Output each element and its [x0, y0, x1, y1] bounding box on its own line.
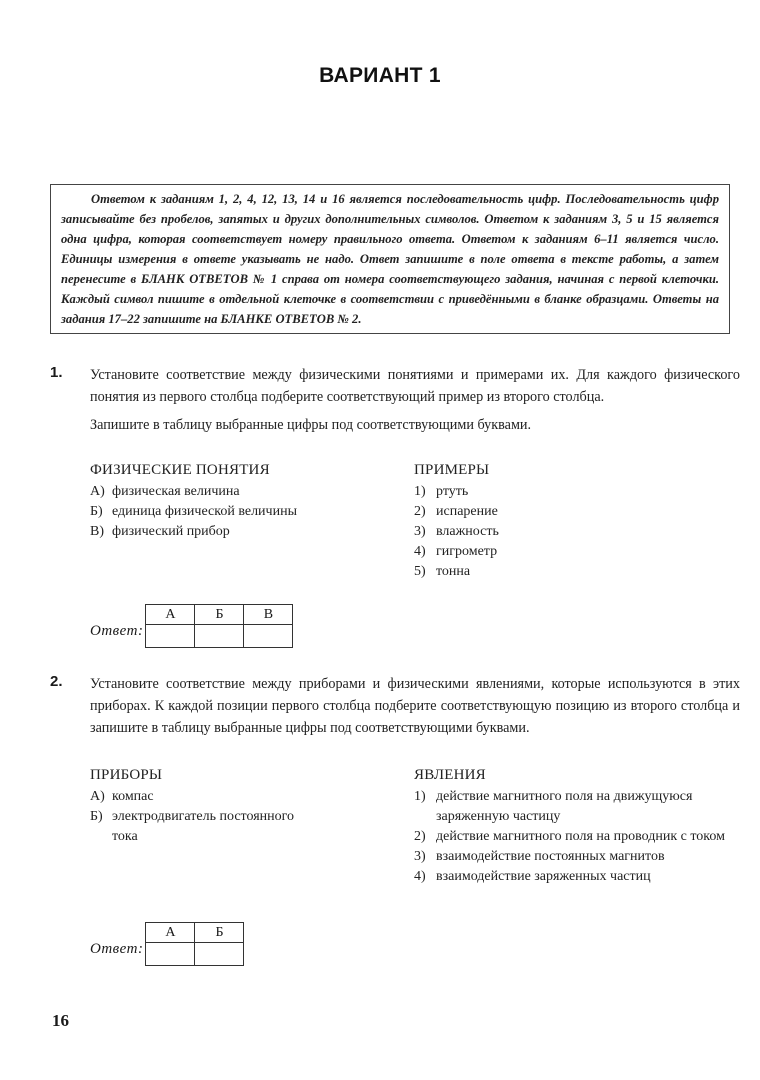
item-text: гигрометр — [436, 544, 498, 559]
item-text: единица физической величины — [112, 504, 297, 519]
item-marker: 3) — [414, 524, 426, 539]
column-heading: ЯВЛЕНИЯ — [414, 767, 486, 783]
left-column — [90, 765, 300, 847]
answer-column-header: Б — [195, 923, 244, 943]
item-marker: В) — [90, 524, 104, 539]
answer-cell[interactable] — [146, 943, 195, 966]
item-text: компас — [112, 789, 154, 804]
list-item — [414, 522, 744, 542]
item-marker: А) — [90, 484, 105, 499]
item-text: действие магнитного поля на движущуюся заряженную частицу — [436, 789, 693, 824]
item-marker: Б) — [90, 504, 103, 519]
answer-cell[interactable] — [195, 943, 244, 966]
answer-grid — [145, 604, 293, 648]
list-item — [414, 787, 736, 827]
list-item — [90, 522, 390, 542]
item-text: физическая величина — [112, 484, 240, 499]
answer-cell[interactable] — [146, 625, 195, 648]
item-text: физический прибор — [112, 524, 230, 539]
item-text: электродвигатель постоянного тока — [112, 809, 295, 844]
list-item — [414, 502, 744, 522]
item-marker: 2) — [414, 504, 426, 519]
answer-column-header: В — [244, 605, 293, 625]
page-title: ВАРИАНТ 1 — [319, 64, 441, 87]
item-marker: 5) — [414, 564, 426, 579]
item-marker: Б) — [90, 809, 103, 824]
list-item — [414, 542, 744, 562]
list-item — [90, 482, 390, 502]
answer-column-header: Б — [195, 605, 244, 625]
item-text: взаимодействие постоянных магнитов — [436, 849, 665, 864]
item-text: влажность — [436, 524, 499, 539]
item-marker: 1) — [414, 484, 426, 499]
item-marker: 3) — [414, 849, 426, 864]
item-text: испарение — [436, 504, 498, 519]
list-item — [90, 502, 390, 522]
item-text: ртуть — [436, 484, 469, 499]
task-text: Установите соответствие между физическими понятиями и примерами их. Для каждого физического понятия из первого столбца подберите соответствующий пример из второго столбца. — [90, 367, 740, 405]
answer-column-header: А — [146, 605, 195, 625]
list-item — [414, 562, 744, 582]
answer-cell[interactable] — [195, 625, 244, 648]
item-text: действие магнитного поля на проводник с током — [436, 829, 725, 844]
left-column — [90, 460, 390, 542]
list-item — [414, 482, 744, 502]
item-marker: 2) — [414, 829, 426, 844]
right-column — [414, 460, 744, 582]
list-item — [414, 827, 736, 847]
page-number: 16 — [52, 1011, 69, 1030]
item-text: взаимодействие заряженных частиц — [436, 869, 651, 884]
column-heading: ФИЗИЧЕСКИЕ ПОНЯТИЯ — [90, 462, 270, 478]
answer-cell[interactable] — [244, 625, 293, 648]
task-number: 1. — [50, 364, 63, 381]
answer-label: Ответ: — [90, 622, 144, 639]
item-marker: 1) — [414, 789, 426, 804]
answer-grid — [145, 922, 244, 966]
item-marker: 4) — [414, 544, 426, 559]
answer-table-2 — [90, 922, 244, 966]
task-2 — [50, 673, 740, 739]
right-column — [414, 765, 736, 887]
answer-label: Ответ: — [90, 940, 144, 957]
task-number: 2. — [50, 673, 63, 690]
task-1 — [50, 364, 740, 436]
task-text: Установите соответствие между приборами и физическими явлениями, которые используются в этих приборах. К каждой позиции первого столбца подберите соответствующую позицию из второго столбца и запишите в таблицу выбранные цифры под соответствующими буквами. — [90, 676, 740, 736]
column-heading: ПРИМЕРЫ — [414, 462, 490, 478]
task-subtext: Запишите в таблицу выбранные цифры под соответствующими буквами. — [90, 417, 532, 433]
answer-table-1 — [90, 604, 293, 648]
list-item — [414, 867, 736, 887]
item-text: тонна — [436, 564, 471, 579]
list-item — [414, 847, 736, 867]
item-marker: А) — [90, 789, 105, 804]
instructions-box: Ответом к заданиям 1, 2, 4, 12, 13, 14 и 16 является последовательность цифр. Последовательность цифр записывайте без пробелов, запятых и других дополнительных символов. Ответом к заданиям 3, 5 и 15 является одна цифра, которая соответствует номеру правильного ответа. Ответом к заданиям 6–11 является число. Единицы измерения в ответе указывать не надо. Ответ запишите в поле ответа в тексте работы, а затем перенесите в БЛАНК ОТВЕТОВ № 1 справа от номера соответствующего задания, начиная с первой клеточки. Каждый символ пишите в отдельной клеточке в соответствии с приведёнными в бланке образцами. Ответы на задания 17–22 запишите на БЛАНКЕ ОТВЕТОВ № 2. — [50, 184, 730, 334]
answer-column-header: А — [146, 923, 195, 943]
item-marker: 4) — [414, 869, 426, 884]
column-heading: ПРИБОРЫ — [90, 767, 163, 783]
list-item — [90, 787, 300, 807]
list-item — [90, 807, 300, 847]
